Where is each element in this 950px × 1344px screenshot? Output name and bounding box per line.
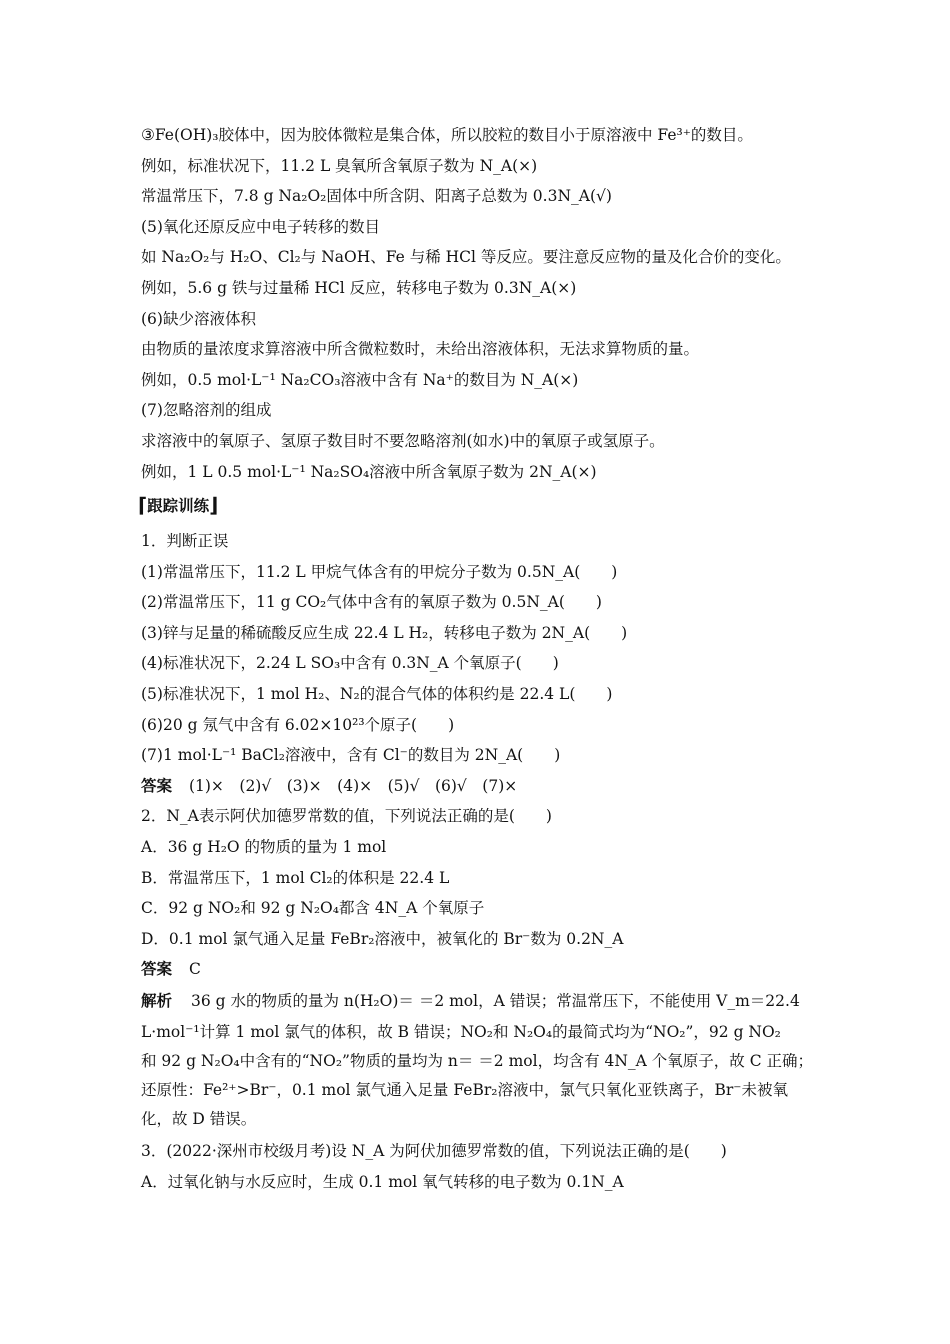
text-line: 如 Na₂O₂与 H₂O、Cl₂与 NaOH、Fe 与稀 HCl 等反应。要注意反应物的量及化合价的变化。 — [141, 248, 791, 266]
text-line: 常温常压下，7.8 g Na₂O₂固体中所含阴、阳离子总数为 0.3N_A(√) — [141, 187, 612, 205]
answer-label: 答案 — [141, 959, 173, 978]
question-title: 3．(2022·深州市校级月考)设 N_A 为阿伏加德罗常数的值，下列说法正确的是( ) — [141, 1142, 727, 1160]
analysis-line: 还原性：Fe²⁺>Br⁻，0.1 mol 氯气通入足量 FeBr₂溶液中，氯气只氧化亚铁离子，Br⁻未被氧 — [141, 1081, 788, 1099]
text-line: 由物质的量浓度求算溶液中所含微粒数时，未给出溶液体积，无法求算物质的量。 — [141, 340, 700, 358]
option-b: B．常温常压下，1 mol Cl₂的体积是 22.4 L — [141, 869, 450, 887]
text-line: 例如，标准状况下，11.2 L 臭氧所含氧原子数为 N_A(×) — [141, 157, 538, 175]
question-item: (2)常温常压下，11 g CO₂气体中含有的氧原子数为 0.5N_A( ) — [141, 593, 602, 611]
text-line: 例如，1 L 0.5 mol·L⁻¹ Na₂SO₄溶液中所含氧原子数为 2N_A(×) — [141, 463, 597, 481]
text-line: 求溶液中的氧原子、氢原子数目时不要忽略溶剂(如水)中的氧原子或氢原子。 — [141, 432, 665, 450]
question-title: 2．N_A表示阿伏加德罗常数的值，下列说法正确的是( ) — [141, 807, 552, 825]
analysis-line: L·mol⁻¹计算 1 mol 氯气的体积，故 B 错误；NO₂和 N₂O₄的最简式均为“NO₂”，92 g NO₂ — [141, 1023, 781, 1041]
answer-text: C — [188, 960, 201, 978]
answer-line — [141, 958, 816, 980]
option-c: C．92 g NO₂和 92 g N₂O₄都含 4N_A 个氧原子 — [141, 899, 485, 917]
answer-label: 答案 — [141, 776, 173, 795]
answer-text: (1)× (2)√ (3)× (4)× (5)√ (6)√ (7)× — [188, 777, 518, 795]
question-item: (1)常温常压下，11.2 L 甲烷气体含有的甲烷分子数为 0.5N_A( ) — [141, 563, 618, 581]
question-item: (6)20 g 氖气中含有 6.02×10²³个原子( ) — [141, 716, 455, 734]
text-line: (5)氧化还原反应中电子转移的数目 — [141, 218, 380, 236]
question-item: (7)1 mol·L⁻¹ BaCl₂溶液中，含有 Cl⁻的数目为 2N_A( ) — [141, 746, 561, 764]
analysis-line: 和 92 g N₂O₄中含有的“NO₂”物质的量均为 n＝ ＝2 mol，均含有 4N_A 个氧原子，故 C 正确； — [141, 1052, 814, 1070]
analysis-text: 36 g 水的物质的量为 n(H₂O)＝ ＝2 mol，A 错误；常温常压下，不能使用 V_m＝22.4 — [190, 992, 800, 1010]
analysis-line — [141, 990, 816, 1012]
text-line: 例如，0.5 mol·L⁻¹ Na₂CO₃溶液中含有 Na⁺的数目为 N_A(×) — [141, 371, 579, 389]
analysis-line: 化，故 D 错误。 — [141, 1110, 257, 1128]
text-line: (6)缺少溶液体积 — [141, 310, 256, 328]
option-a: A．过氧化钠与水反应时，生成 0.1 mol 氧气转移的电子数为 0.1N_A — [141, 1173, 624, 1191]
option-d: D．0.1 mol 氯气通入足量 FeBr₂溶液中，被氧化的 Br⁻数为 0.2N_A — [141, 930, 624, 948]
question-title: 1．判断正误 — [141, 532, 229, 550]
answer-line — [141, 775, 816, 797]
text-line: (7)忽略溶剂的组成 — [141, 401, 272, 419]
option-a: A．36 g H₂O 的物质的量为 1 mol — [141, 838, 387, 856]
text-line: ③Fe(OH)₃胶体中，因为胶体微粒是集合体，所以胶粒的数目小于原溶液中 Fe³⁺的数目。 — [141, 126, 753, 144]
question-item: (5)标准状况下，1 mol H₂、N₂的混合气体的体积约是 22.4 L( ) — [141, 685, 613, 703]
section-title: ⌈跟踪训练⌋ — [138, 493, 219, 517]
question-item: (3)锌与足量的稀硫酸反应生成 22.4 L H₂，转移电子数为 2N_A( ) — [141, 624, 628, 642]
analysis-label: 解析 — [141, 991, 173, 1010]
text-line: 例如，5.6 g 铁与过量稀 HCl 反应，转移电子数为 0.3N_A(×) — [141, 279, 577, 297]
question-item: (4)标准状况下，2.24 L SO₃中含有 0.3N_A 个氧原子( ) — [141, 654, 559, 672]
